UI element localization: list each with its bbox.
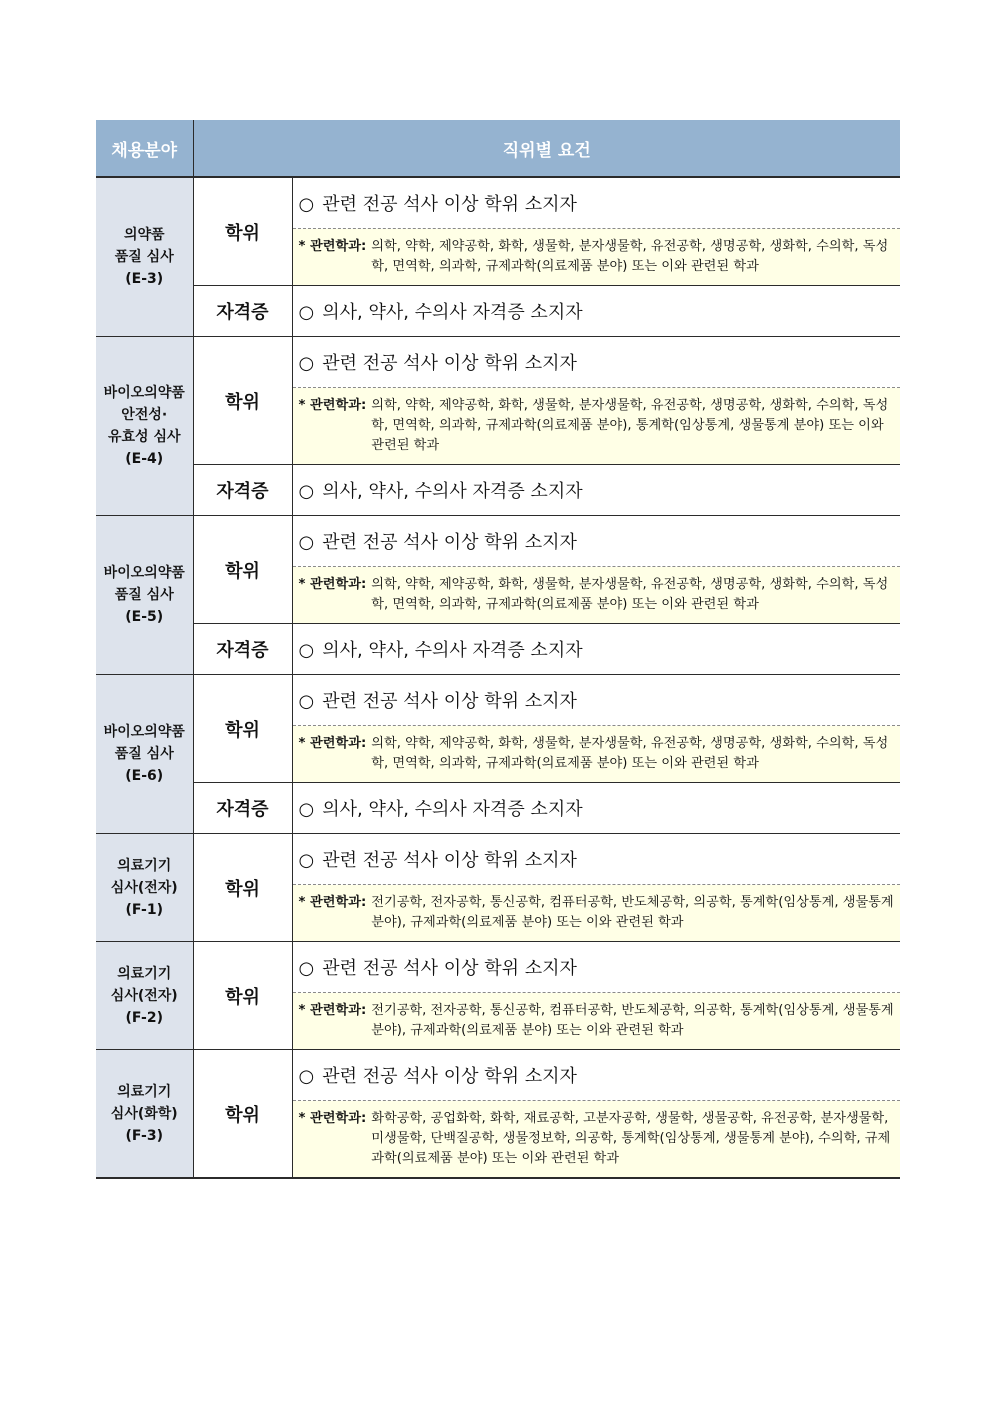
field-name-line: 유효성 심사	[108, 429, 181, 445]
related-departments-text: 화학공학, 공업화학, 화학, 재료공학, 고분자공학, 생물학, 생물공학, 유전공학, 분자생물학, 미생물학, 단백질공학, 생물정보학, 의공학, 통계학(임상통계, 생물통계 분야), 수의학, 규제과학(의료제품 분야) 또는 이와 관련된 학과	[371, 1111, 891, 1166]
table-row	[96, 624, 900, 675]
related-departments-label: * 관련학과:	[298, 736, 367, 751]
table-row	[96, 465, 900, 516]
related-departments-text: 의학, 약학, 제약공학, 화학, 생물학, 분자생물학, 유전공학, 생명공학, 생화학, 수의학, 독성학, 면역학, 의과학, 규제과학(의료제품 분야) 또는 이와 관련된 학과	[371, 577, 889, 612]
requirements-table	[96, 120, 900, 1179]
degree-requirement-text: 관련 전공 석사 이상 학위 소지자	[322, 958, 577, 979]
field-name-line: 품질 심사	[114, 249, 174, 265]
field-name-line: (E-4)	[125, 451, 164, 467]
field-name-line: (F-3)	[125, 1127, 163, 1144]
degree-label: 학위	[193, 516, 292, 624]
table-header-row	[96, 120, 900, 177]
circle-bullet-icon: ○	[298, 640, 315, 661]
field-name-line: (F-1)	[125, 901, 163, 918]
certificate-label: 자격증	[193, 783, 292, 834]
field-name-line: 품질 심사	[114, 587, 174, 603]
field-name-line: (E-6)	[125, 768, 164, 784]
certificate-label: 자격증	[193, 624, 292, 675]
related-departments-label: * 관련학과:	[298, 895, 367, 910]
field-name-line: (E-5)	[125, 609, 164, 625]
table-row	[96, 783, 900, 834]
field-name	[96, 516, 193, 675]
table-row	[96, 675, 900, 726]
field-name	[96, 942, 193, 1050]
certificate-requirement-text: 의사, 약사, 수의사 자격증 소지자	[322, 640, 583, 661]
degree-requirement-text: 관련 전공 석사 이상 학위 소지자	[322, 532, 577, 553]
degree-label: 학위	[193, 834, 292, 942]
circle-bullet-icon: ○	[298, 958, 315, 979]
circle-bullet-icon: ○	[298, 799, 315, 820]
table-row	[96, 1050, 900, 1101]
degree-label: 학위	[193, 177, 292, 286]
certificate-label: 자격증	[193, 465, 292, 516]
certificate-requirement-text: 의사, 약사, 수의사 자격증 소지자	[322, 481, 583, 502]
degree-requirement-text: 관련 전공 석사 이상 학위 소지자	[322, 353, 577, 374]
degree-label: 학위	[193, 1050, 292, 1179]
circle-bullet-icon: ○	[298, 1066, 315, 1087]
certificate-requirement-text: 의사, 약사, 수의사 자격증 소지자	[322, 302, 583, 323]
related-departments-label: * 관련학과:	[298, 1111, 367, 1126]
table-row	[96, 337, 900, 388]
degree-requirement-text: 관련 전공 석사 이상 학위 소지자	[322, 194, 577, 215]
degree-requirement	[292, 675, 900, 726]
circle-bullet-icon: ○	[298, 532, 315, 553]
field-name-line: 의료기기	[117, 857, 172, 874]
field-name-line: 심사(화학)	[110, 1105, 178, 1122]
related-departments	[292, 885, 900, 942]
certificate-requirement	[292, 624, 900, 675]
table-row	[96, 834, 900, 885]
degree-requirement	[292, 337, 900, 388]
degree-requirement	[292, 834, 900, 885]
related-departments-label: * 관련학과:	[298, 577, 367, 592]
field-name	[96, 834, 193, 942]
field-name-line: 안전성·	[121, 407, 168, 423]
degree-requirement	[292, 516, 900, 567]
field-name-line: 의약품	[123, 227, 165, 243]
field-name-line: (E-3)	[125, 271, 164, 287]
certificate-requirement-text: 의사, 약사, 수의사 자격증 소지자	[322, 799, 583, 820]
related-departments-text: 의학, 약학, 제약공학, 화학, 생물학, 분자생물학, 유전공학, 생명공학, 생화학, 수의학, 독성학, 면역학, 의과학, 규제과학(의료제품 분야), 통계학(임상통계, 생물통계 분야) 또는 이와 관련된 학과	[371, 398, 889, 453]
circle-bullet-icon: ○	[298, 850, 315, 871]
degree-requirement	[292, 942, 900, 993]
header-field: 채용분야	[96, 120, 193, 177]
header-requirements: 직위별 요건	[193, 120, 900, 177]
circle-bullet-icon: ○	[298, 481, 315, 502]
degree-label: 학위	[193, 942, 292, 1050]
table-row	[96, 177, 900, 229]
related-departments	[292, 229, 900, 286]
related-departments	[292, 567, 900, 624]
circle-bullet-icon: ○	[298, 353, 315, 374]
circle-bullet-icon: ○	[298, 691, 315, 712]
circle-bullet-icon: ○	[298, 194, 315, 215]
degree-label: 학위	[193, 675, 292, 783]
certificate-label: 자격증	[193, 286, 292, 337]
degree-requirement-text: 관련 전공 석사 이상 학위 소지자	[322, 850, 577, 871]
field-name	[96, 337, 193, 516]
certificate-requirement	[292, 286, 900, 337]
degree-requirement-text: 관련 전공 석사 이상 학위 소지자	[322, 1066, 577, 1087]
field-name-line: 바이오의약품	[103, 724, 185, 740]
field-name-line: 품질 심사	[114, 746, 174, 762]
related-departments	[292, 1101, 900, 1179]
circle-bullet-icon: ○	[298, 302, 315, 323]
related-departments	[292, 993, 900, 1050]
related-departments-text: 전기공학, 전자공학, 통신공학, 컴퓨터공학, 반도체공학, 의공학, 통계학(임상통계, 생물통계 분야), 규제과학(의료제품 분야) 또는 이와 관련된 학과	[371, 1003, 894, 1038]
field-name-line: 바이오의약품	[103, 385, 185, 401]
field-name-line: 심사(전자)	[110, 987, 178, 1004]
field-name	[96, 675, 193, 834]
field-name	[96, 177, 193, 337]
degree-requirement-text: 관련 전공 석사 이상 학위 소지자	[322, 691, 577, 712]
related-departments-text: 의학, 약학, 제약공학, 화학, 생물학, 분자생물학, 유전공학, 생명공학, 생화학, 수의학, 독성학, 면역학, 의과학, 규제과학(의료제품 분야) 또는 이와 관련된 학과	[371, 736, 889, 771]
degree-requirement	[292, 177, 900, 229]
field-name	[96, 1050, 193, 1179]
related-departments	[292, 726, 900, 783]
field-name-line: 의료기기	[117, 965, 172, 982]
related-departments-label: * 관련학과:	[298, 398, 367, 413]
degree-label: 학위	[193, 337, 292, 465]
table-body	[96, 177, 900, 1178]
field-name-line: (F-2)	[125, 1009, 163, 1026]
field-name-line: 바이오의약품	[103, 565, 185, 581]
certificate-requirement	[292, 465, 900, 516]
related-departments-text: 전기공학, 전자공학, 통신공학, 컴퓨터공학, 반도체공학, 의공학, 통계학(임상통계, 생물통계 분야), 규제과학(의료제품 분야) 또는 이와 관련된 학과	[371, 895, 894, 930]
certificate-requirement	[292, 783, 900, 834]
related-departments-label: * 관련학과:	[298, 239, 367, 254]
degree-requirement	[292, 1050, 900, 1101]
field-name-line: 심사(전자)	[110, 879, 178, 896]
related-departments-label: * 관련학과:	[298, 1003, 367, 1018]
related-departments	[292, 388, 900, 465]
table-row	[96, 942, 900, 993]
table-row	[96, 286, 900, 337]
table-row	[96, 516, 900, 567]
field-name-line: 의료기기	[117, 1083, 172, 1100]
related-departments-text: 의학, 약학, 제약공학, 화학, 생물학, 분자생물학, 유전공학, 생명공학, 생화학, 수의학, 독성학, 면역학, 의과학, 규제과학(의료제품 분야) 또는 이와 관련된 학과	[371, 239, 889, 274]
